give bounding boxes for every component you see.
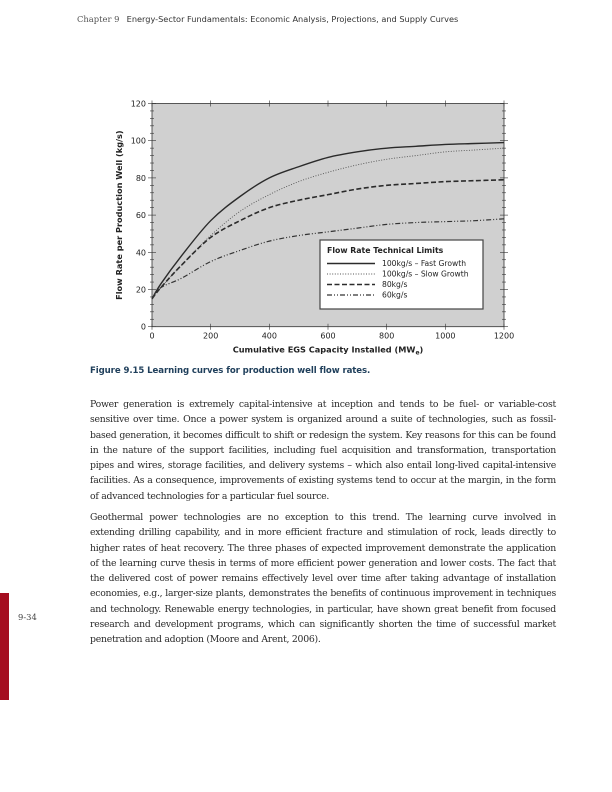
x-tick-label: 0 bbox=[149, 331, 155, 341]
legend-label: 60kg/s bbox=[382, 290, 408, 300]
y-tick-label: 60 bbox=[135, 211, 146, 221]
x-tick-label: 800 bbox=[379, 331, 395, 341]
y-tick-label: 120 bbox=[130, 99, 146, 109]
chart-legend bbox=[320, 240, 483, 309]
chapter-label: Chapter 9 bbox=[77, 14, 120, 24]
x-tick-label: 1000 bbox=[435, 331, 456, 341]
body-paragraph-2: Geothermal power technologies are no exception to this trend. The learning curve involved in extending drilling capability, and in more efficient fracture and stimulation of rock, leads directly to higher rates of heat recovery. The three phases of expected improvement demonstrate the application of the learning curve thesis in terms of more efficient power generation and lower costs. The fact that the delivered cost of power remains effectively level over time after taking advantage of installation economies, e.g., larger-size plants, demonstrates the benefits of continuous improvement in techniques and technology. Renewable energy technologies, in particular, have shown great benefit from focused research and development programs, which can significantly shorten the time of successful market penetration and adoption (Moore and Arent, 2006). bbox=[90, 512, 556, 646]
y-tick-label: 40 bbox=[135, 248, 146, 258]
legend-label: 100kg/s – Fast Growth bbox=[382, 259, 467, 268]
y-tick-label: 80 bbox=[135, 173, 146, 183]
line-chart bbox=[100, 95, 520, 365]
y-tick-label: 100 bbox=[130, 136, 146, 146]
chapter-accent-bar bbox=[0, 593, 9, 700]
y-tick-label: 0 bbox=[140, 322, 146, 332]
x-tick-label: 600 bbox=[320, 331, 336, 341]
y-axis-title: Flow Rate per Production Well (kg/s) bbox=[114, 130, 124, 300]
running-header bbox=[77, 14, 458, 24]
figure-learning-curves bbox=[100, 95, 520, 365]
body-paragraph-1: Power generation is extremely capital-intensive at inception and tends to be fuel- or variable-cost sensitive over time. Once a power system is organized around a suite of technologies, such as fossil-based generation, it becomes difficult to shift or redesign the system. Key reasons for this can be found in the nature of the support facilities, including fuel acquisition and transformation, transportation pipes and wires, storage facilities, and delivery systems – which also entail long-lived capital-intensive facilities. As a consequence, improvements of existing systems tend to occur at the margin, in the form of advanced technologies for a particular fuel source. bbox=[90, 399, 556, 502]
page-number: 9-34 bbox=[18, 612, 37, 622]
legend-label: 80kg/s bbox=[382, 280, 408, 289]
x-tick-label: 200 bbox=[203, 331, 219, 341]
x-tick-label: 1200 bbox=[493, 331, 515, 341]
chapter-title: Energy-Sector Fundamentals: Economic Analysis, Projections, and Supply Curves bbox=[126, 14, 459, 24]
x-axis-title: Cumulative EGS Capacity Installed $(MW_e)$ bbox=[232, 344, 424, 357]
y-tick-label: 20 bbox=[135, 285, 146, 295]
figure-caption: Figure 9.15 Learning curves for production well flow rates. bbox=[90, 366, 371, 376]
legend-title: Flow Rate Technical Limits bbox=[327, 246, 444, 255]
x-tick-label: 400 bbox=[261, 331, 277, 341]
legend-label: 100kg/s – Slow Growth bbox=[382, 269, 469, 279]
